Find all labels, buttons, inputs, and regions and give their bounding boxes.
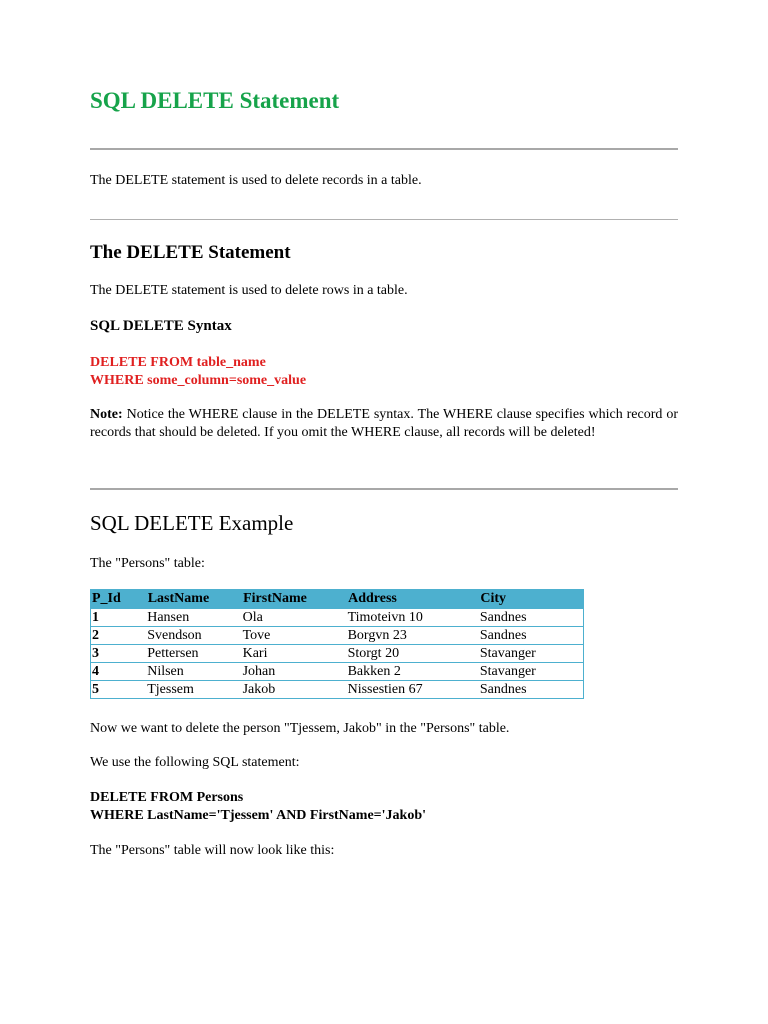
column-header: City [479, 590, 584, 609]
table-cell: Jakob [242, 681, 347, 699]
table-row [91, 663, 584, 681]
page-title: SQL DELETE Statement [90, 88, 340, 113]
example-heading: SQL DELETE Example [90, 511, 294, 535]
divider [90, 488, 678, 490]
table-caption: The "Persons" table: [90, 556, 205, 571]
table-cell: Johan [242, 663, 347, 681]
sql-code-line-2: WHERE LastName='Tjessem' AND FirstName='Jakob' [90, 808, 426, 823]
table-cell: 2 [91, 627, 147, 645]
table-row [91, 645, 584, 663]
table-cell: Hansen [146, 609, 241, 627]
table-cell: Bakken 2 [347, 663, 479, 681]
use-statement-text: We use the following SQL statement: [90, 755, 300, 770]
table-cell: Timoteivn 10 [347, 609, 479, 627]
table-cell: Pettersen [146, 645, 241, 663]
divider [90, 148, 678, 150]
note-paragraph [90, 406, 678, 442]
table-cell: Tjessem [146, 681, 241, 699]
table-cell: 5 [91, 681, 147, 699]
table-cell: Kari [242, 645, 347, 663]
column-header: LastName [146, 590, 241, 609]
table-cell: Tove [242, 627, 347, 645]
table-cell: Sandnes [479, 609, 584, 627]
persons-table [90, 589, 584, 699]
sql-code-line-1: DELETE FROM Persons [90, 790, 244, 805]
syntax-code-line-2: WHERE some_column=some_value [90, 373, 307, 388]
intro-text: The DELETE statement is used to delete records in a table. [90, 173, 422, 188]
table-cell: Nissestien 67 [347, 681, 479, 699]
table-cell: Borgvn 23 [347, 627, 479, 645]
section-heading-delete-statement: The DELETE Statement [90, 242, 291, 263]
table-cell: Ola [242, 609, 347, 627]
table-cell: Svendson [146, 627, 241, 645]
note-label: Note: [90, 407, 123, 422]
table-cell: 1 [91, 609, 147, 627]
table-row [91, 609, 584, 627]
syntax-heading: SQL DELETE Syntax [90, 318, 232, 334]
note-text: Notice the WHERE clause in the DELETE syntax. The WHERE clause specifies which record or records that should be deleted. If you omit the WHERE clause, all records will be deleted! [90, 407, 678, 440]
table-cell: Sandnes [479, 681, 584, 699]
table-cell: 4 [91, 663, 147, 681]
table-row [91, 681, 584, 699]
section-text: The DELETE statement is used to delete rows in a table. [90, 283, 408, 298]
table-cell: Stavanger [479, 663, 584, 681]
after-table-text: Now we want to delete the person "Tjessem, Jakob" in the "Persons" table. [90, 721, 510, 736]
table-cell: Nilsen [146, 663, 241, 681]
syntax-code-line-1: DELETE FROM table_name [90, 355, 266, 370]
table-cell: 3 [91, 645, 147, 663]
table-cell: Storgt 20 [347, 645, 479, 663]
column-header: P_Id [91, 590, 147, 609]
column-header: Address [347, 590, 479, 609]
divider [90, 219, 678, 220]
result-caption: The "Persons" table will now look like this: [90, 843, 335, 858]
table-header-row [91, 590, 584, 609]
column-header: FirstName [242, 590, 347, 609]
table-cell: Stavanger [479, 645, 584, 663]
table-row [91, 627, 584, 645]
table-cell: Sandnes [479, 627, 584, 645]
